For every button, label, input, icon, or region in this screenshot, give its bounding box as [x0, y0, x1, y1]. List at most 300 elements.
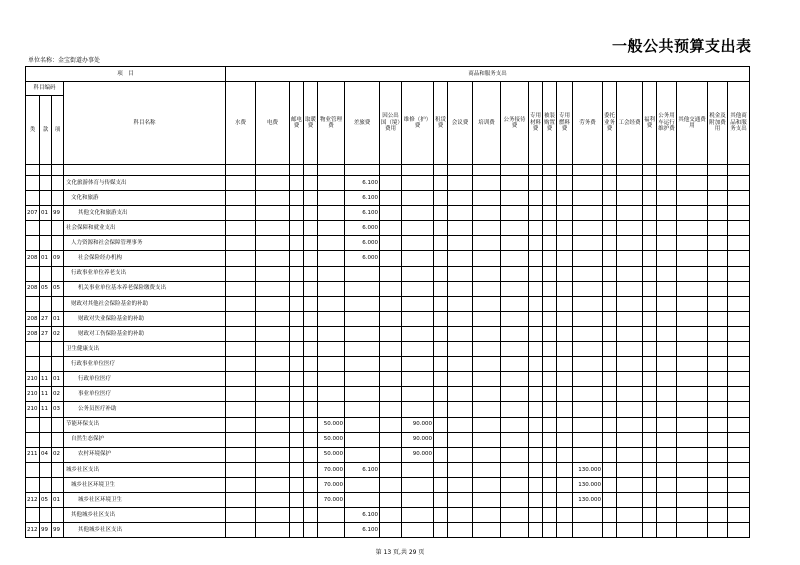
empty-cell [557, 326, 573, 341]
property-fee-value [318, 402, 345, 417]
empty-cell [617, 477, 643, 492]
code-lei [26, 266, 40, 281]
property-fee-value: 70.000 [318, 492, 345, 507]
empty-cell [448, 357, 473, 372]
empty-cell [434, 357, 448, 372]
spacer-row [26, 165, 750, 176]
empty-cell [380, 176, 402, 191]
empty-cell [617, 372, 643, 387]
empty-cell [434, 402, 448, 417]
header-lei: 类 [26, 96, 40, 165]
empty-cell [677, 176, 708, 191]
empty-cell [643, 176, 657, 191]
empty-cell [448, 523, 473, 538]
empty-cell [617, 266, 643, 281]
empty-cell [256, 281, 290, 296]
empty-cell [543, 266, 557, 281]
code-kuan [40, 266, 52, 281]
empty-cell [304, 296, 318, 311]
empty-cell [473, 266, 501, 281]
empty-cell [290, 462, 304, 477]
empty-cell [380, 221, 402, 236]
table-row [26, 402, 750, 417]
empty-cell [543, 492, 557, 507]
empty-cell [708, 251, 728, 266]
code-xiang: 03 [52, 402, 64, 417]
empty-cell [728, 523, 750, 538]
table-row [26, 357, 750, 372]
empty-cell [226, 206, 256, 221]
travel-fee-value: 6.000 [345, 221, 380, 236]
empty-cell [226, 266, 256, 281]
empty-cell [708, 165, 728, 176]
empty-cell [473, 372, 501, 387]
code-kuan: 01 [40, 206, 52, 221]
empty-cell [677, 492, 708, 507]
travel-fee-value: 6.100 [345, 508, 380, 523]
empty-cell [657, 191, 677, 206]
labor-fee-value [573, 326, 603, 341]
code-kuan [40, 357, 52, 372]
empty-cell [677, 191, 708, 206]
empty-cell [501, 326, 529, 341]
empty-cell [603, 281, 617, 296]
empty-cell [573, 165, 603, 176]
header-col-uniforms: 被装购置费 [543, 82, 557, 165]
code-xiang [52, 432, 64, 447]
maintenance-fee-value [402, 326, 434, 341]
empty-cell [617, 296, 643, 311]
travel-fee-value: 6.100 [345, 462, 380, 477]
empty-cell [643, 251, 657, 266]
empty-cell [290, 492, 304, 507]
empty-cell [501, 251, 529, 266]
table-row [26, 206, 750, 221]
empty-cell [304, 281, 318, 296]
empty-cell [617, 165, 643, 176]
empty-cell [603, 266, 617, 281]
empty-cell [448, 176, 473, 191]
empty-cell [617, 402, 643, 417]
empty-cell [501, 191, 529, 206]
empty-cell [603, 191, 617, 206]
code-xiang [52, 296, 64, 311]
empty-cell [434, 387, 448, 402]
code-kuan: 04 [40, 447, 52, 462]
empty-cell [473, 492, 501, 507]
code-kuan: 05 [40, 492, 52, 507]
property-fee-value [318, 206, 345, 221]
property-fee-value [318, 342, 345, 357]
code-kuan: 11 [40, 372, 52, 387]
empty-cell [290, 206, 304, 221]
empty-cell [290, 357, 304, 372]
empty-cell [603, 372, 617, 387]
empty-cell [304, 206, 318, 221]
empty-cell [603, 492, 617, 507]
property-fee-value [318, 281, 345, 296]
empty-cell [557, 266, 573, 281]
empty-cell [603, 251, 617, 266]
empty-cell [290, 372, 304, 387]
empty-cell [708, 236, 728, 251]
code-xiang [52, 221, 64, 236]
empty-cell [501, 447, 529, 462]
code-lei [26, 296, 40, 311]
code-xiang: 02 [52, 387, 64, 402]
subject-name: 城乡社区环境卫生 [64, 477, 226, 492]
empty-cell [380, 206, 402, 221]
empty-cell [529, 417, 543, 432]
property-fee-value [318, 523, 345, 538]
code-lei [26, 221, 40, 236]
property-fee-value [318, 266, 345, 281]
empty-cell [473, 281, 501, 296]
property-fee-value [318, 296, 345, 311]
empty-cell [256, 311, 290, 326]
property-fee-value: 70.000 [318, 477, 345, 492]
empty-cell [256, 165, 290, 176]
empty-cell [434, 176, 448, 191]
empty-cell [473, 206, 501, 221]
property-fee-value [318, 372, 345, 387]
empty-cell [543, 477, 557, 492]
empty-cell [501, 357, 529, 372]
table-row [26, 236, 750, 251]
empty-cell [529, 523, 543, 538]
empty-cell [677, 357, 708, 372]
empty-cell [557, 372, 573, 387]
empty-cell [529, 191, 543, 206]
empty-cell [617, 523, 643, 538]
empty-cell [448, 326, 473, 341]
empty-cell [603, 206, 617, 221]
empty-cell [708, 342, 728, 357]
empty-cell [473, 387, 501, 402]
empty-cell [657, 372, 677, 387]
empty-cell [473, 417, 501, 432]
empty-cell [543, 191, 557, 206]
subject-name: 公务员医疗补助 [64, 402, 226, 417]
empty-cell [657, 311, 677, 326]
empty-cell [434, 417, 448, 432]
subject-name: 财政对失业保险基金的补助 [64, 311, 226, 326]
empty-cell [728, 311, 750, 326]
property-fee-value [318, 508, 345, 523]
property-fee-value [318, 221, 345, 236]
empty-cell [501, 492, 529, 507]
header-col-water: 水费 [226, 82, 256, 165]
maintenance-fee-value [402, 221, 434, 236]
maintenance-fee-value [402, 477, 434, 492]
code-lei [26, 477, 40, 492]
code-lei [26, 342, 40, 357]
empty-cell [617, 492, 643, 507]
empty-cell [557, 402, 573, 417]
code-kuan [40, 432, 52, 447]
header-col-fuel: 专用燃料费 [557, 82, 573, 165]
table-row [26, 176, 750, 191]
empty-cell [543, 326, 557, 341]
empty-cell [677, 236, 708, 251]
labor-fee-value [573, 251, 603, 266]
empty-cell [304, 236, 318, 251]
code-kuan [40, 191, 52, 206]
maintenance-fee-value [402, 311, 434, 326]
empty-cell [657, 477, 677, 492]
empty-cell [434, 191, 448, 206]
header-col-heating: 取暖费 [304, 82, 318, 165]
empty-cell [501, 266, 529, 281]
labor-fee-value [573, 281, 603, 296]
empty-cell [304, 372, 318, 387]
empty-cell [226, 417, 256, 432]
subject-name: 文化旅游体育与传媒支出 [64, 176, 226, 191]
empty-cell [256, 236, 290, 251]
empty-cell [543, 432, 557, 447]
code-kuan [40, 462, 52, 477]
header-project: 项 目 [26, 67, 226, 82]
table-row [26, 191, 750, 206]
empty-cell [728, 266, 750, 281]
code-kuan: 27 [40, 311, 52, 326]
empty-cell [501, 432, 529, 447]
empty-cell [529, 236, 543, 251]
travel-fee-value [345, 311, 380, 326]
empty-cell [543, 296, 557, 311]
empty-cell [603, 342, 617, 357]
empty-cell [529, 477, 543, 492]
empty-cell [380, 432, 402, 447]
property-fee-value: 70.000 [318, 462, 345, 477]
empty-cell [380, 326, 402, 341]
empty-cell [226, 477, 256, 492]
code-kuan: 05 [40, 281, 52, 296]
empty-cell [226, 191, 256, 206]
empty-cell [434, 492, 448, 507]
empty-cell [529, 508, 543, 523]
empty-cell [256, 296, 290, 311]
empty-cell [677, 251, 708, 266]
empty-cell [617, 447, 643, 462]
empty-cell [543, 447, 557, 462]
empty-cell [380, 296, 402, 311]
labor-fee-value [573, 432, 603, 447]
labor-fee-value [573, 266, 603, 281]
labor-fee-value [573, 296, 603, 311]
empty-cell [380, 523, 402, 538]
header-row-1 [26, 67, 750, 82]
empty-cell [677, 372, 708, 387]
empty-cell [256, 372, 290, 387]
empty-cell [226, 342, 256, 357]
empty-cell [728, 221, 750, 236]
empty-cell [557, 432, 573, 447]
empty-cell [473, 462, 501, 477]
header-col-training: 培训费 [473, 82, 501, 165]
empty-cell [543, 311, 557, 326]
empty-cell [448, 165, 473, 176]
empty-cell [557, 311, 573, 326]
code-lei: 208 [26, 281, 40, 296]
empty-cell [677, 326, 708, 341]
empty-cell [677, 342, 708, 357]
empty-cell [617, 342, 643, 357]
empty-cell [380, 477, 402, 492]
maintenance-fee-value: 90.000 [402, 447, 434, 462]
empty-cell [226, 523, 256, 538]
code-xiang: 05 [52, 281, 64, 296]
subject-name: 其他城乡社区支出 [64, 523, 226, 538]
travel-fee-value [345, 447, 380, 462]
empty-cell [657, 296, 677, 311]
empty-cell [529, 402, 543, 417]
empty-cell [380, 417, 402, 432]
empty-cell [256, 206, 290, 221]
empty-cell [448, 417, 473, 432]
maintenance-fee-value [402, 523, 434, 538]
empty-cell [708, 266, 728, 281]
empty-cell [657, 165, 677, 176]
empty-cell [529, 357, 543, 372]
maintenance-fee-value [402, 372, 434, 387]
empty-cell [529, 342, 543, 357]
code-kuan [40, 417, 52, 432]
empty-cell [434, 372, 448, 387]
empty-cell [473, 251, 501, 266]
empty-cell [543, 508, 557, 523]
empty-cell [448, 191, 473, 206]
empty-cell [643, 357, 657, 372]
header-xiang: 项 [52, 96, 64, 165]
empty-cell [657, 417, 677, 432]
header-col-welfare: 福利费 [643, 82, 657, 165]
travel-fee-value [345, 477, 380, 492]
empty-cell [603, 462, 617, 477]
subject-name: 财政对工伤保险基金的补助 [64, 326, 226, 341]
empty-cell [290, 191, 304, 206]
empty-cell [256, 523, 290, 538]
header-col-union: 工会经费 [617, 82, 643, 165]
empty-cell [52, 165, 64, 176]
empty-cell [226, 492, 256, 507]
empty-cell [380, 508, 402, 523]
empty-cell [617, 206, 643, 221]
empty-cell [529, 447, 543, 462]
travel-fee-value [345, 281, 380, 296]
subject-name: 自然生态保护 [64, 432, 226, 447]
subject-name: 机关事业单位基本养老保险缴费支出 [64, 281, 226, 296]
empty-cell [529, 281, 543, 296]
empty-cell [434, 165, 448, 176]
empty-cell [617, 462, 643, 477]
empty-cell [226, 432, 256, 447]
empty-cell [657, 206, 677, 221]
empty-cell [643, 221, 657, 236]
empty-cell [290, 417, 304, 432]
empty-cell [728, 281, 750, 296]
empty-cell [434, 508, 448, 523]
maintenance-fee-value [402, 402, 434, 417]
empty-cell [226, 251, 256, 266]
code-xiang [52, 266, 64, 281]
empty-cell [529, 206, 543, 221]
empty-cell [380, 462, 402, 477]
code-kuan [40, 477, 52, 492]
table-row [26, 221, 750, 236]
code-lei: 211 [26, 447, 40, 462]
empty-cell [256, 191, 290, 206]
empty-cell [643, 508, 657, 523]
empty-cell [304, 387, 318, 402]
travel-fee-value [345, 402, 380, 417]
empty-cell [657, 176, 677, 191]
travel-fee-value [345, 342, 380, 357]
empty-cell [434, 477, 448, 492]
code-lei: 212 [26, 492, 40, 507]
empty-cell [708, 508, 728, 523]
empty-cell [226, 281, 256, 296]
table-row [26, 462, 750, 477]
empty-cell [256, 402, 290, 417]
code-xiang [52, 236, 64, 251]
empty-cell [473, 432, 501, 447]
empty-cell [434, 311, 448, 326]
empty-cell [501, 342, 529, 357]
subject-name: 财政对其他社会保险基金的补助 [64, 296, 226, 311]
empty-cell [529, 432, 543, 447]
header-col-maintenance: 维修（护）费 [402, 82, 434, 165]
empty-cell [617, 176, 643, 191]
empty-cell [226, 357, 256, 372]
empty-cell [529, 326, 543, 341]
empty-cell [677, 296, 708, 311]
empty-cell [543, 372, 557, 387]
empty-cell [617, 432, 643, 447]
empty-cell [603, 176, 617, 191]
empty-cell [657, 326, 677, 341]
travel-fee-value [345, 387, 380, 402]
empty-cell [708, 191, 728, 206]
empty-cell [603, 402, 617, 417]
empty-cell [728, 417, 750, 432]
empty-cell [529, 221, 543, 236]
empty-cell [304, 417, 318, 432]
empty-cell [617, 221, 643, 236]
labor-fee-value [573, 417, 603, 432]
empty-cell [290, 236, 304, 251]
empty-cell [657, 266, 677, 281]
empty-cell [708, 402, 728, 417]
empty-cell [256, 251, 290, 266]
empty-cell [543, 357, 557, 372]
empty-cell [617, 508, 643, 523]
empty-cell [501, 372, 529, 387]
empty-cell [40, 165, 52, 176]
header-col-other: 其他商品和服务支出 [728, 82, 750, 165]
empty-cell [380, 357, 402, 372]
empty-cell [501, 508, 529, 523]
labor-fee-value [573, 176, 603, 191]
empty-cell [708, 296, 728, 311]
empty-cell [226, 176, 256, 191]
empty-cell [617, 281, 643, 296]
empty-cell [226, 402, 256, 417]
empty-cell [448, 281, 473, 296]
empty-cell [501, 296, 529, 311]
empty-cell [728, 372, 750, 387]
empty-cell [304, 447, 318, 462]
